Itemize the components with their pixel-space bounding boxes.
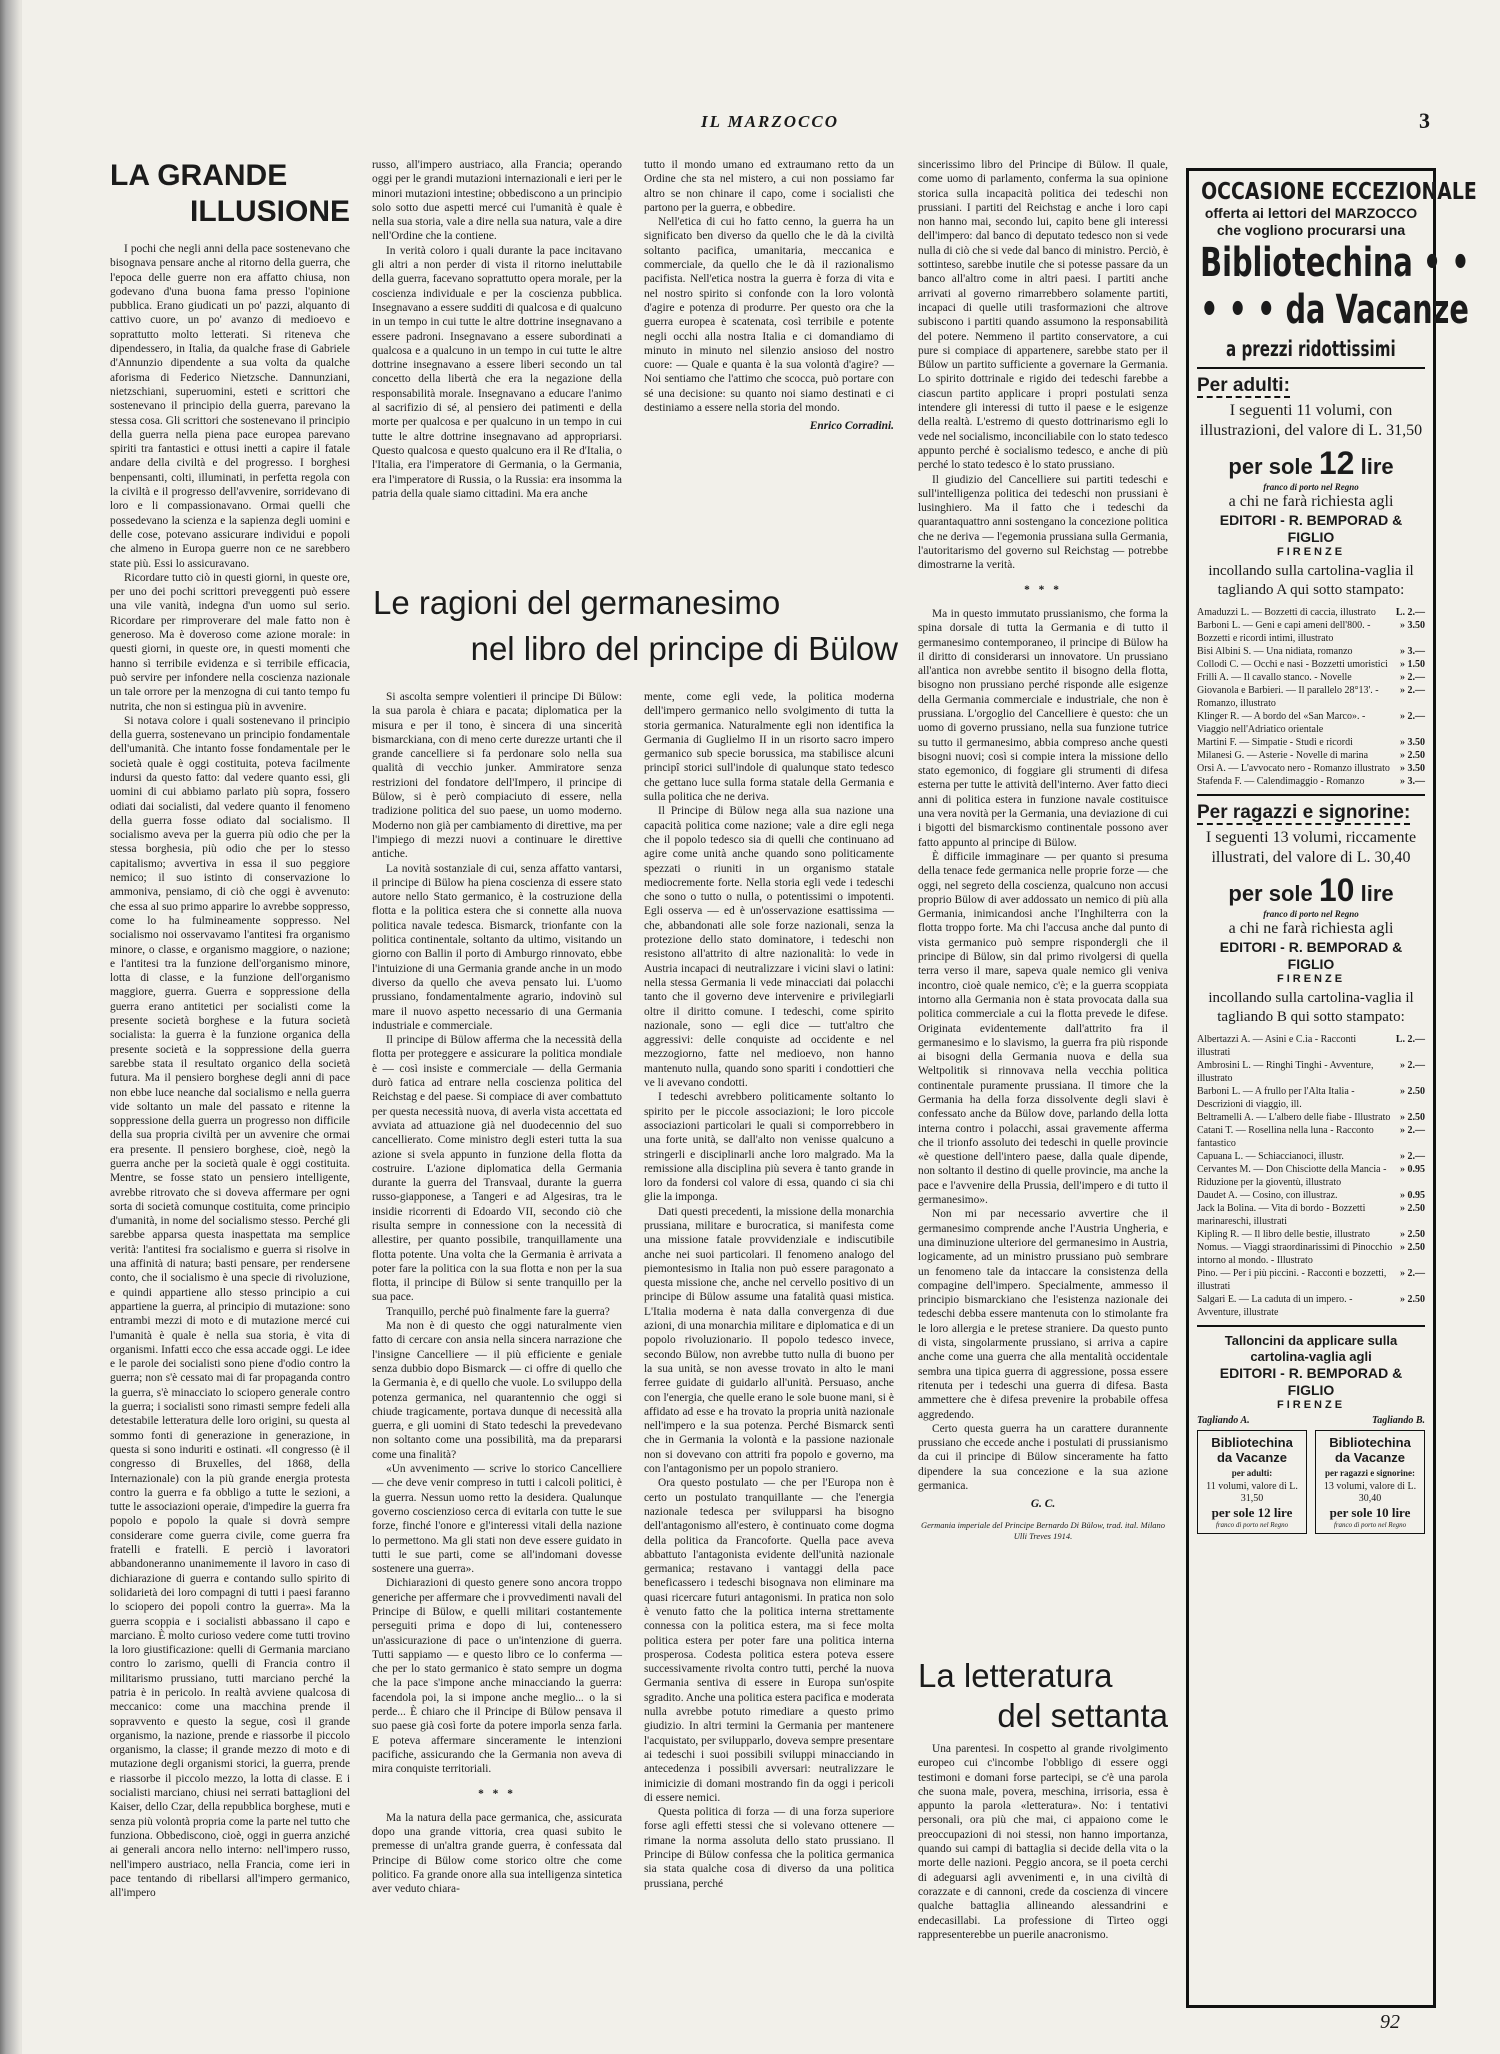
paragraph: Dati questi precedenti, la missione della monarchia prussiana, militare e burocratica, si manifesta come una missione fatale provvidenziale e indiscutibile anche nei suoi particolari. Il fenomeno analogo del piemontesismo in Italia non può essere paragonato a questa missione che, anche nel cervello positivo di un principe di Bülow assume una fatalità quasi mistica. L'Italia moderna è nata dalla convergenza di due azioni, di una monarchia militare e diplomatica e di un popolo rivoluzionario. Il popolo tedesco invece, secondo Bülow, non avrebbe tutto nulla di buono per la sua unità, se non avesse trovato in alto le mani ferree guidate di guidarlo all'unità. Persuaso, anche con l'energia, che quelle erano le sole buone mani, si è affidato ad esse e ha trovato la propria unità nazionale nell'impero e la sua potenza. Perché Bismarck sentì che in Germania la volontà e la passione nazionale non si dovevano con attriti fra popolo e governo, ma con l'antagonismo per un popolo straniero.: [644, 1205, 894, 1476]
list-item: [1197, 749, 1425, 762]
paragraph: Tranquillo, perché può finalmente fare la guerra?: [386, 1305, 610, 1318]
book-price: » 2.50: [1400, 1112, 1425, 1123]
advertisement-box: [1186, 168, 1477, 2008]
title-line-2: ILLUSIONE: [189, 195, 350, 228]
list-item: [1197, 606, 1425, 619]
signature-corradini: Enrico Corradini.: [809, 420, 894, 433]
coupon-labels: [1197, 1415, 1425, 1426]
paragraph: «Un avvenimento — scrive lo storico Cancelliere — che deve venir compreso in tutti i calcoli politici, è la guerra. Nessun uomo retto la desidera. Qualunque governo coscienzioso cerca di evitarla con tutte le sue forze, finché l'onore e gl'interessi vitali della nazione lo permettono. Ma gli stati non deve essere guidato in tutti le sue parti, come se all'indomani dovesse sostenere una guerra».: [372, 1463, 622, 1576]
paragraph: La novità sostanziale di cui, senza affatto vantarsi, il principe di Bülow ha piena coscienza di essere stato autore nello Stato germanico, è la costruzione della flotta e la politica estera che si connette alla nuova politica navale tedesca. Bismarck, trionfante con la politica continentale, soltanto da ultimo, visitando un giorno con Ballin il porto di Amburgo rinnovato, ebbe l'intuizione di una Germania grande anche in un modo diverso da quello che aveva pensato lui. L'uomo prussiano, fondamentalmente agrario, indovinò sul mare il nuovo aspetto necessario di una Germania industriale e commerciale.: [372, 862, 622, 1032]
book-price: » 1.50: [1400, 659, 1425, 670]
publisher-city: FIRENZE: [1276, 1399, 1346, 1411]
list-item: [1197, 1163, 1425, 1189]
book-title: Nomus. — Viaggi straordinarissimi di Pinocchio intorno al mondo. - Illustrato: [1197, 1242, 1393, 1266]
list-item: [1197, 1033, 1425, 1059]
list-item: [1197, 762, 1425, 775]
coupon-price: per sole 10 lire: [1329, 1505, 1411, 1520]
book-price: L. 2.—: [1395, 607, 1425, 618]
list-item: [1197, 1228, 1425, 1241]
book-title: Giovanola e Barbieri. — Il parallelo 28°13'. - Romanzo, illustrato: [1197, 685, 1379, 709]
list-item: [1197, 1202, 1425, 1228]
adults-intro: I seguenti 11 volumi, con illustrazioni, del valore di L. 31,50: [1199, 402, 1423, 439]
paragraph: Certo questa guerra ha un carattere durannente prussiano che eccede anche i postulati di prussianismo da cui il principe di Bülow sinceramente ha fatto dipendere la sua concezione e la sua azione germanica.: [918, 1422, 1168, 1493]
divider: [1197, 367, 1425, 369]
book-price: » 3.50: [1400, 620, 1425, 631]
column-3-top: [644, 158, 894, 573]
paragraph: Si notava colore i quali sostenevano il principio della guerra, sostenevano un principio fondamentale dell'umanità. Che intanto fosse fondamentale per le società quale è oggi costituita, poteva facilmente indursi da questo fatto: dal vedere quanto essi, gli uomini di cui abbiamo parlato più sopra, fossero odiati dai socialisti, dal vedere quanto il fenomeno della guerra fosse odiato dal socialismo. Il socialismo aveva per la guerra più odio che per la stessa borghesia, più odio che per lo stesso capitalismo; avvertiva in essa il suo peggiore nemico; il suo istinto di conservazione lo ammoniva, pensiamo, di ciò che oggi è avvenuto: che essa al suo primo apparire lo avrebbe soppresso, come lo ha fulmineamente soppresso. Nel socialismo noi osservavamo l'antitesi fra organismo minore, o classe, e organismo maggiore, o nazione; e l'antitesi tra la funzione dell'organismo minore, lotta di classe, e la funzione dell'organismo maggiore, guerra. Guerra e soppressione della guerra erano antitetici per socialisti come la presente società borghese e la futura società socialista: la guerra è la funzione organica della presente società e la soppressione della guerra sarebbe stata il resultato organico della società futura. Ma il pensiero borghese degli anni di pace non ebbe luce neanche dal socialismo e nella guerra vide soltanto un male del passato e ritenne la soppressione della guerra un progresso non difficile della sua propria civiltà per un avvenire che ormai era presente. Il pensiero borghese, cioè, negò la guerra anche per la società quale è oggi costituita. Mentre, se fosse stato un pensiero intelligente, avrebbe ritrovato che si doveva affermare per ogni sorta di società comunque costituita, come principio d'umanità, in nome del socialismo stesso. Perché gli sarebbe apparsa questa inaspettata ma semplice verità: l'antitesi fra socialismo e guerra si risolve in una affinità di natura; basti pensare, per rendersene conto, che il socialismo è una specie di rivoluzione, e quindi appartiene allo stesso principio a cui appartiene la guerra, al principio di mutazione: sono entrambi mezzi di moto e di mutazione mercé cui l'umanità è quale è nella sua storia, è vita di organismi. Infatti ecco che essa accade oggi. Le idee e le parole dei socialisti sono piene d'odio contro la guerra; non s'è cessato mai di far propaganda contro la guerra, s'è minacciato lo sciopero generale contro la guerra; i socialisti sono rimasti sempre fedeli alla detestabile letteratura delle loro origini, su questa al sommo fonti di generazione in generazione, in questa si sono induriti e ostinati. «Il congresso (è il congresso di Bruxelles, del 1868, della Internazionale) con la più grande energia protesta contro la guerra e fa obbligo a tutte le sezioni, a tutte le associazioni operaie, d'impedire la guerra fra popolo e popolo la quale si dovrà sempre considerare come guerra civile, come guerra fra fratelli e fratelli. E perciò i lavoratori abbandoneranno unanimemente il lavoro in caso di dichiarazione di guerra e contando sullo spirito di solidarietà dei loro compagni di tutti i paesi faranno lo sciopero dei popoli contro la guerra». Ma la guerra scoppia e i socialisti abbassano il capo e marciano. È molto curioso vedere come tutti trovino la loro giustificazione: quelli di Germania marciano contro lo zarismo, quelli di Francia contro il militarismo prussiano, tutti marciano perché la patria è in pericolo. In realtà avviene qualcosa di meccanico: come una macchina prende il sopravvento e questo la segue, così il grande organismo, la nazione, prende e riassorbe il piccolo organismo, la classe; il grande mezzo di moto e di mutazione degli organismi storici, la guerra, prende e riassorbe il piccolo mezzo, la lotta di classe. E i socialisti marciano, chiusi nei serrati battaglioni del Kaiser, dello Czar, della repubblica borghese, muti e senza più volontà propria come la parte nel tutto che funziona. Obbediscono, cioè, oggi in guerra anziché ai generali ancora nello interno: nell'impero russo, nell'impero austriaco, nella Francia, come ieri in pace tentando di ribellarsi all'impero germanico, all'impero: [110, 714, 350, 1900]
title-line-2: del settanta: [997, 1697, 1168, 1734]
book-title: Milanesi G. — Asterie - Novelle di marina: [1197, 750, 1369, 761]
coupon-volumes: 13 volumi, valore di L. 30,40: [1323, 1481, 1417, 1504]
kids-intro: I seguenti 13 volumi, riccamente illustrati, del valore di L. 30,40: [1205, 829, 1417, 866]
section-heading-kids: [1197, 802, 1425, 824]
publisher-city: FIRENZE: [1276, 973, 1346, 985]
list-item: [1197, 736, 1425, 749]
paragraph: Il giudizio del Cancelliere sui partiti tedeschi e sull'intelligenza politica dei tedeschi non prussiani è lusinghiero. Ma il fatto che i tedeschi da quarantaquattro anni sostengano la concezione politica che ne deriva — l'egemonia prussiana sulla Germania, l'autoritarismo del governo sul Reichstag — potrebbe dimostrarne la verità.: [918, 473, 1168, 572]
book-title: Klinger R. — A bordo del «San Marco». - Viaggio nell'Adriatico orientale: [1197, 711, 1366, 735]
masthead: [110, 108, 1430, 138]
column-3-bottom: [644, 690, 894, 2020]
publisher: EDITORI - R. BEMPORAD & FIGLIO: [1219, 1365, 1403, 1398]
book-title: Ambrosini L. — Ringhi Tinghi - Avventure, illustrato: [1197, 1060, 1374, 1084]
kids-price: [1197, 872, 1425, 909]
paragraph: I tedeschi avrebbero politicamente soltanto lo spirito per le piccole associazioni; le loro piccole associazioni particolari le quali si comporrebbero in una forte unità, se dall'alto non venisse qualcuno a stringerli e disciplinarli anche loro malgrado. Ma la remissione alla disciplina più severa è tanto grande in loro da fondersi col valore di essa, quando ci sia chi glie la imponga.: [644, 1091, 894, 1204]
list-item: [1197, 619, 1425, 645]
publisher: EDITORI - R. BEMPORAD & FIGLIO: [1219, 512, 1403, 545]
publisher-city: FIRENZE: [1276, 546, 1346, 558]
list-item: [1197, 658, 1425, 671]
list-item: [1197, 1189, 1425, 1202]
article-title-germanesimo: [373, 580, 898, 672]
title-line-1: LA GRANDE: [110, 159, 288, 192]
book-price: » 2.50: [1400, 1229, 1425, 1240]
banner-text: a prezzi ridottissimi: [1226, 337, 1396, 361]
ad-price-banner: [1197, 337, 1425, 361]
paragraph: Il principe di Bülow afferma che la necessità della flotta per proteggere e assicurare la politica mondiale è — così insiste e commerciale — della Germania durò fatica ad entrare nella coscienza politica del Reichstag e del paese. Si compiace di aver combattuto per questa necessità nuova, di averla vista accettata ed avviata ad attuazione già nel duodecennio del suo cancellierato. Come ministro degli esteri tutta la sua azione si svela appunto in funzione della flotta da costruire. L'azione diplomatica della Germania durante la guerra del Transvaal, durante la guerra russo-giapponese, a Tangeri e ad Algesiras, tra le insidie ricorrenti di Edoardo VII, secondo ciò che risulta sempre in connessione con la necessità di allestire, per quanto possibile, tranquillamente una flotta potente. Una volta che la Germania è arrivata a poter fare la politica con la sua flotta e non per la sua flotta, il principe di Bülow si sente tranquillo per la sua pace.: [372, 1034, 622, 1304]
book-price: » 2.—: [1400, 1125, 1425, 1136]
list-item: [1197, 684, 1425, 710]
paragraph: In verità coloro i quali durante la pace incitavano gli altri a non perder di vista il ritorno ineluttabile della guerra, facevano soprattutto opera morale, per la coscienza individuale e per la coscienza pubblica. Insegnavano a essere sudditi di qualcosa e di qualcuno in un tempo in cui tutte le altre dottrine insegnavano a essere padroni. Insegnavano a essere subordinati a qualcosa e a qualcuno in un tempo in cui tutte le altre dottrine insegnavano a essere liberi secondo un tal concetto della libertà che era la negazione della responsabilità morale. Insegnavano a educare l'animo al sacrifizio di sé, al pensiero dei patimenti e della morte per qualcosa e per qualcuno in un tempo in cui tutte le altre dottrine insegnavano ad appropriarsi. Questo qualcosa e questo qualcuno era il Re d'Italia, o l'Italia, era l'imperatore di Germania, o la Germania, era l'imperatore di Russia, o la Russia: era insomma la patria della quale siamo cittadini. Ma era anche: [372, 244, 622, 500]
coupon-postage: franco di porto nel Regno: [1215, 1521, 1289, 1529]
ad-subline: offerta ai lettori del MARZOCCO: [1204, 205, 1418, 221]
paragraph: tutto il mondo umano ed extraumano retto da un Ordine che sta nel mistero, a cui non possiamo far altro se non chinare il capo, come i socialisti che partono per la guerra, e obbedire.: [644, 159, 894, 214]
paragraph: Dichiarazioni di questo genere sono ancora troppo generiche per affermare che i provvedimenti navali del Principe di Bülow, e quelli militari costantemente perseguiti prima e dopo di lui, contenessero un'assicurazione di pace o un'intenzione di guerra. Tutti sappiamo — e questo libro ce lo conferma — che per lo stato germanico è stato sempre un dogma che la pace s'impone anche minacciando la guerra: facendola poi, la si impone anche meglio... o la si perde... È chiaro che il Principe di Bülow pensava il suo paese già così forte da potere imporla senza farla. E poteva affermare sinceramente le intenzioni pacifiche, assicurando che la Germania non aveva di mira conquiste territoriali.: [372, 1577, 622, 1776]
article-title-grande-illusione: [110, 158, 350, 230]
book-price: » 2.—: [1400, 1151, 1425, 1162]
send-to: a chi ne farà richiesta agli: [1228, 920, 1394, 937]
section-divider: * * *: [1024, 583, 1062, 596]
handwritten-page-number: 92: [1380, 2011, 1400, 2033]
book-title: Frilli A. — Il cavallo stanco. - Novelle: [1197, 672, 1352, 683]
kids-book-list: [1197, 1033, 1425, 1319]
send-to: a chi ne farà richiesta agli: [1228, 493, 1394, 510]
book-title: Martini F. — Simpatie - Studi e ricordi: [1197, 737, 1353, 748]
book-price: » 2.50: [1400, 1242, 1425, 1253]
ad-headline: OCCASIONE ECCEZIONALE: [1201, 179, 1477, 205]
price-post: lire: [1360, 454, 1394, 479]
page-number-top: 3: [1419, 108, 1430, 133]
coupon-volumes: 11 volumi, valore di L. 31,50: [1206, 1481, 1298, 1504]
price-pre: per sole: [1228, 881, 1313, 906]
book-title: Bisi Albini S. — Una nidiata, romanzo: [1197, 646, 1353, 657]
book-title: Barboni L. — A frullo per l'Alta Italia - Descrizioni di viaggio, ill.: [1197, 1086, 1355, 1110]
list-item: [1197, 1150, 1425, 1163]
book-price: » 3.50: [1400, 737, 1425, 748]
list-item: [1197, 1111, 1425, 1124]
book-price: » 3.50: [1400, 763, 1425, 774]
paragraph: Una parentesi. In cospetto al grande rivolgimento europeo cui c'incombe l'obbligo di essere oggi testimoni e domani forse partecipi, se c'è una parola che suona male, povera, meschina, irrisoria, essa è appunto la parola «letteratura». No: i tentativi personali, ora più che mai, ci appaiono come le preoccupazioni di noi stessi, non hanno importanza, quando sui campi di battaglia si decide della vita o la morte delle nazioni. Peggio ancora, se il poeta cerchi di adeguarsi agli avvenimenti e, in una civiltà di corazzate e di cannoni, crede da coscienza di vincere qualche battaglia allineando alessandrini e endecasillabi. La professione di Tirteo oggi rappresenterebbe un puerile anacronismo.: [918, 1743, 1168, 1941]
book-title: Albertazzi A. — Asini e C.ia - Racconti illustrati: [1197, 1034, 1357, 1058]
article-title-letteratura: [918, 1656, 1168, 1736]
scan-edge: [0, 0, 22, 2054]
list-item: [1197, 1293, 1425, 1319]
coupon-b[interactable]: [1315, 1430, 1425, 1534]
section-divider: * * *: [478, 1787, 516, 1800]
coupon-postage: franco di porto nel Regno: [1333, 1521, 1407, 1529]
book-title: Kipling R. — Il libro delle bestie, illustrato: [1197, 1229, 1371, 1240]
paragraph: Ma la natura della pace germanica, che, assicurata dopo una grande vittoria, crea quasi subito le premesse di un'altra grande guerra, è confessata dal Principe di Bülow come storico oltre che come politico. Fa grande onore alla sua intelligenza sintetica aver veduto chiara-: [372, 1811, 622, 1896]
coupon-title: da Vacanze: [1334, 1450, 1406, 1465]
book-price: L. 2.—: [1395, 1034, 1425, 1045]
book-price: » 3.—: [1400, 776, 1425, 787]
paragraph: Ma in questo immutato prussianismo, che forma la spina dorsale di tutta la Germania e di tutto il germanesimo contemporaneo, il principe di Bülow ha il diritto di considerarsi un innovatore. Un prussiano all'antica non avrebbe sentito il bisogno della flotta, bisogno non prussiano perché risponde alle esigenze della Germania commerciale e industriale, che non è prussiana. L'orgoglio del Cancelliere è questo: che un uomo di governo prussiano, nella sua funzione tutrice su tutto il germanesimo, abbia compreso anche questi bisogni nuovi; così si compie intera la missione dello stato egemonico, di foggiare gli strumenti di difesa esterna per tutte le attività dell'interno. Aver fatto dieci anni di politica estera in funzione navale costituisce una vera novità per la Germania, una deviazione di cui i bigotti del bismarckismo continentale possono aver fatto appunto al principe di Bülow.: [918, 607, 1168, 849]
paragraph: mente, come egli vede, la politica moderna dell'impero germanico nello svolgimento di tutta la storia germanica. Naturalmente egli non identifica la Germania di Guglielmo II in un risorto sacro impero germanico sub specie borussica, ma stabilisce alcuni principî storici sull'indole di qualunque stato tedesco che gettano luce sulla forma statale della Germania e sulla politica che ne deriva.: [644, 691, 894, 804]
paragraph: Ricordare tutto ciò in questi giorni, in queste ore, per uno dei pochi scrittori preveggenti può essere una vile vanità, indegna d'un uomo sul serio. Ricordare per rimproverare del male fatto non è generoso. Ma è doveroso come azione morale: in questi giorni, in queste ore, in questi momenti che hanno sì terribile evidenza e sì terribile efficacia, può servire per infondere nella coscienza nazionale un tale orrore per la menzogna di cui tanto tempo fu nutrita, che non si estingua più in avvenire.: [110, 571, 350, 713]
book-title: Beltramelli A. — L'albero delle fiabe - Illustrato: [1197, 1112, 1391, 1123]
list-item: [1197, 1124, 1425, 1150]
book-title: Barboni L. — Geni e capi ameni dell'800. - Bozzetti e ricordi intimi, illustrato: [1197, 620, 1371, 644]
coupon-title: da Vacanze: [1216, 1450, 1288, 1465]
column-2-top: [372, 158, 622, 573]
book-price: » 2.—: [1400, 711, 1425, 722]
book-title: Orsi A. — L'avvocato nero - Romanzo illustrato: [1197, 763, 1390, 774]
ad-dots: • •: [1422, 240, 1470, 286]
coupon-title: Bibliotechina: [1329, 1435, 1411, 1450]
title-line-2: nel libro del principe di Bülow: [470, 630, 898, 667]
coupon-a-label: Tagliando A.: [1197, 1415, 1250, 1426]
coupon-b-label: Tagliando B.: [1372, 1415, 1425, 1426]
paragraph: I pochi che negli anni della pace sostenevano che bisognava pensare anche al ritorno della guerra, che l'epoca delle guerre non era affatto chiusa, non godevano d'una buona fama presso l'opinione pubblica. Erano giudicati un po' pazzi, alquanto di cattivo cuore, un po' avanzo di medioevo e soprattutto molto letterati. Si riteneva che dipendessero, in Italia, da qualche frase di Gabriele d'Annunzio dipendente a sua volta da qualche aforisma di Federico Nietzsche. Dannunziani, nietzschiani, superuomini, esteti e scrittori che sostenevano il principio della guerra, parevano la stessa cosa. Gli scrittori che sostenevano il principio della guerra nella piena pace europea parevano spiriti tra fantastici e ottusi inetti a capire il fatale andare della civiltà e del progresso. I borghesi benpensanti, colti, illuminati, in perfetta regola con la civiltà e il progresso dell'avvenire, sorridevano di loro e li compassionavano. Ormai quelli che possedevano la scienza e la sapienza degli uomini e delle cose, potevano assicurare individui e popoli che almeno in Europa guerre non ce ne sarebbero state più. Essi lo assicuravano.: [110, 243, 350, 570]
ad-subline: che vogliono procurarsi una: [1216, 222, 1406, 238]
coupons: [1197, 1430, 1425, 1534]
paragraph: Non mi par necessario avvertire che il germanesimo comprende anche l'Austria Ungheria, e una diminuzione ulteriore del germanesimo in Austria, logicamente, ad un ministro prussiano può sembrare un fenomeno tale da intaccare la consistenza della compagine dell'impero. Specialmente, ammesso il principio bismarckiano che l'esistenza nazionale dei tedeschi debba essere mantenuta con lo stimolante fra le loro allergia e le pretese straniere. Da questo punto di vista, singolarmente prussiano, si arriva a capire anche come una guerra che alla mentalità occidentale sembra una tipica guerra di aggressione, possa essere ritenuta per i tedeschi una guerra di difesa. Basta ammettere che è difesa prevenire la probabile offesa aggredendo.: [918, 1208, 1168, 1421]
list-item: [1197, 1059, 1425, 1085]
column-1: [110, 158, 350, 2018]
footnote: Germania imperiale del Principe Bernardo Di Bülow, trad. ital. Milano Ulli Treves 1914.: [920, 1519, 1166, 1541]
section-heading-text: Per ragazzi e signorine:: [1197, 802, 1411, 823]
coupon-audience: per ragazzi e signorine:: [1324, 1468, 1416, 1478]
book-title: Jack la Bolina. — Vita di bordo - Bozzetti marinareschi, illustrati: [1197, 1203, 1366, 1227]
title-line-1: La letteratura: [918, 1657, 1113, 1694]
price-number: 10: [1318, 872, 1355, 908]
instruction-b: incollando sulla cartolina-vaglia il tagliando B qui sotto stampato:: [1208, 990, 1414, 1025]
list-item: [1197, 775, 1425, 788]
book-price: » 0.95: [1400, 1190, 1425, 1201]
book-price: » 2.—: [1400, 672, 1425, 683]
coupon-a[interactable]: [1197, 1430, 1307, 1534]
title-line-1: Le ragioni del germanesimo: [373, 584, 781, 621]
paragraph: Nell'etica di cui ho fatto cenno, la guerra ha un significato ben diverso da quello che le dà la civiltà soltanto pacifica, umanitaria, meccanica e commerciale, da quello che le dà il razionalismo pacifista. Nell'etica nostra la guerra è forza di vita e nel nostro spirito si confonde con la loro volontà d'agire e potenza di produrre. Per questo ora che la guerra europea è scatenata, così terribile e potente negli occhi alla nostra Italia e ci domandiamo di minuto in minuto nel silenzio ansioso del nostro cuore: — Quale e quanta è la sua volontà d'agire? — Noi sentiamo che l'attimo che scocca, può portare con sé una decisione: su quanto noi siamo destinati e ci destiniamo a essere nella storia del mondo.: [644, 216, 894, 415]
price-post: lire: [1360, 881, 1394, 906]
article-letteratura: [918, 1650, 1168, 2000]
book-title: Daudet A. — Cosino, con illustraz.: [1197, 1190, 1338, 1201]
book-title: Salgari E. — La caduta di un impero. - Avventure, illustrate: [1197, 1294, 1353, 1318]
postage-note: franco di porto nel Regno: [1263, 909, 1359, 919]
book-price: » 2.50: [1400, 1203, 1425, 1214]
list-item: [1197, 710, 1425, 736]
ad-big-word: da Vacanze: [1285, 287, 1469, 333]
adults-price: [1197, 445, 1425, 482]
coupon-price: per sole 12 lire: [1211, 1505, 1293, 1520]
book-price: » 3.—: [1400, 646, 1425, 657]
paragraph: russo, all'impero austriaco, alla Francia; operando oggi per le grandi mutazioni internazionali e ieri per le minori mutazioni intestine; obbediscono a un principio solo sotto due aspetti mercé cui l'umanità è quale è nella sua storia, vale a dire nella sua natura, vale a dire nell'Ordine che la contiene.: [372, 159, 622, 243]
section-heading-adults: [1197, 375, 1425, 397]
book-title: Pino. — Per i più piccini. - Racconti e bozzetti, illustrati: [1197, 1268, 1387, 1292]
paragraph: sincerissimo libro del Principe di Bülow. Il quale, come uomo di parlamento, conferma la sua opinione storica sulla incapacità politica dei tedeschi non prussiani. I partiti del Reichstag e anche i loro capi non hanno mai, secondo lui, capito bene gli interessi dell'impero: dal banco di deputato tedesco non si vede nulla di ciò che si vede dal banco di ministro. Perciò, è sottinteso, sarebbe inutile che si potesse passare da un banco all'altro come in altri paesi. I partiti anche arrivati al governo rimarrebbero solamente partiti, incapaci di quelle utili trasformazioni che altrove subiscono i partiti quando assumono la responsabilità del potere. Nemmeno il partito conservatore, a cui pure si compiace di appartenere, sarebbe stato per il Bülow un partito sufficiente a governare la Germania. Lo spirito dottrinale e rigido dei tedeschi farebbe a ciascun partito applicare i propri postulati senza intendere gli interessi di tutto il paese e le esigenze della realtà. L'estremo di questo dottrinarismo egli lo vede nel socialismo, inconciliabile con lo stato tedesco appunto perché è socialismo tedesco, e anche di più perché lo stato tedesco è lo stato prussiano.: [918, 159, 1168, 472]
price-number: 12: [1318, 445, 1355, 481]
section-heading-text: Per adulti:: [1197, 375, 1290, 396]
paragraph: Ma non è di questo che oggi naturalmente vien fatto di cercare con ansia nella sincera narrazione che l'insigne Cancelliere — il più efficiente e geniale senza dubbio dopo Bismarck — ci offre di quello che la Germania è, e di quello che vuole. Lo sviluppo della potenza germanica, nel quarantennio che oggi si chiude tragicamente, portava dunque di necessità alla guerra, e gli uomini di Stato tedeschi la prevedevano non soltanto come una possibilità, ma da prepararsi come una finalità?: [372, 1320, 622, 1461]
book-title: Amaduzzi L. — Bozzetti di caccia, illustrato: [1197, 607, 1376, 618]
paragraph: Questa politica di forza — di una forza superiore forse agli effetti stessi che si volevano ottenere — rimane la norma assoluta dello stato prussiano. Il Principe di Bülow confessa che la politica germanica sia stata qualche cosa di diverso da una politica prussiana, perché: [644, 1806, 894, 1890]
book-price: » 2.—: [1400, 1268, 1425, 1279]
list-item: [1197, 1085, 1425, 1111]
column-2-bottom: [372, 690, 622, 2020]
coupon-audience: per adulti:: [1231, 1468, 1273, 1478]
publisher: EDITORI - R. BEMPORAD & FIGLIO: [1219, 939, 1403, 972]
list-item: [1197, 1267, 1425, 1293]
paragraph: È difficile immaginare — per quanto si presuma della tenace fede germanica nelle proprie forze — che oggi, nel segreto della coscienza, qualcuno non accusi proprio Bülow di aver addossato un nemico di più alla Germania, inimicandosi anche l'Inghilterra con la flotta troppo forte. Ma chi l'accusa anche dal punto di vista germanico può sempre rispondergli che il principe di Bülow, sin dal primo rivolgersi di quella terra verso il mare, sapeva quale nemico gli veniva incontro, cioè quale nemico, c'è; e la guerra scoppiata intorno alla Germania non è stata provocata dalla sua politica commerciale a cui la flotta prevede le difese. Originata evidentemente dall'attrito fra il germanesimo e lo slavismo, la guerra fra più risponde ai bisogni della Germania nuova e della sua Weltpolitik si rinnovava nella vecchia politica continentale puramente prussiana. Il timore che la Germania ha della forza dissolvente degli slavi è confessato anche da Bülow dove, parlando della lotta interna contro i polacchi, assai gravemente afferma che il trionfo assoluto dei tedeschi in quelle provincie «è questione dell'intero paese, dalla quale dipende, non soltanto il destino di quelle provincie, ma anche la pace e l'avvenire della Prussia, dell'impero e di tutto il germanesimo».: [918, 850, 1168, 1207]
newspaper-title: IL MARZOCCO: [700, 112, 840, 131]
paragraph: Il Principe di Bülow nega alla sua nazione una capacità politica come nazione; vale a dire egli nega che il popolo tedesco sia di quelli che continuano ad agire come unità anche quando sono politicamente spezzati o riuniti in un organismo statale mediocremente forte. Nella storia egli vede i tedeschi che sono o tutto o nulla, o potentissimi o impotenti. Egli osserva — ed è un'osservazione esattissima — che, abbandonati alle sole forze nazionali, senza la protezione dello stato dominatore, i tedeschi non resistono all'attrito di altre nazionalità: lo vede in Austria incapaci di neutralizzare i vicini slavi o latini: nella stessa Germania li vede minacciati dai polacchi tanto che il governo deve intervenire e privilegiarli oltre il diritto comune. I tedeschi, come spirito nazionale, sono — egli dice — tutt'altro che aggressivi: delle conquiste ad occidente e nel mezzogiorno, fatte nel medioevo, non hanno mantenuto nulla, quando sono spariti i condottieri che ve li avevano condotti.: [644, 805, 894, 1090]
book-price: » 0.95: [1400, 1164, 1425, 1175]
book-title: Collodi C. — Occhi e nasi - Bozzetti umoristici: [1197, 659, 1388, 670]
list-item: [1197, 1241, 1425, 1267]
book-price: » 2.—: [1400, 685, 1425, 696]
instruction-a: incollando sulla cartolina-vaglia il tagliando A qui sotto stampato:: [1208, 563, 1414, 598]
price-pre: per sole: [1228, 454, 1313, 479]
paragraph: Si ascolta sempre volentieri il principe Di Bülow: la sua parola è chiara e pacata; diplomatica per la misura e per il tono, è sincera di una sincerità bismarckiana, con di meno certe durezze urtanti che il grande cancelliere si fa perdonare solo nella sua qualità di vecchio junker. Ammiratore senza restrizioni del fondatore dell'Impero, il principe di Bülow, si è però compiaciuto di essere, nella tradizione politica del suo paese, un uomo moderno. Moderno non già per cambiamento di direttive, ma per l'impiego di mezzi nuovi a continuare le direttive antiche.: [372, 691, 622, 861]
postage-note: franco di porto nel Regno: [1263, 482, 1359, 492]
divider: [1197, 1325, 1425, 1327]
column-4: [918, 158, 1168, 1613]
coupon-title: Bibliotechina: [1211, 1435, 1293, 1450]
book-title: Capuana L. — Schiaccianoci, illustr.: [1197, 1151, 1344, 1162]
list-item: [1197, 645, 1425, 658]
list-item: [1197, 671, 1425, 684]
book-price: » 2.50: [1400, 1294, 1425, 1305]
book-title: Cervantes M. — Don Chisciotte della Mancia - Riduzione per la gioventù, illustrato: [1197, 1164, 1387, 1188]
book-title: Catani T. — Rosellina nella luna - Racconto fantastico: [1197, 1125, 1374, 1149]
adults-book-list: [1197, 606, 1425, 788]
paragraph: Ora questo postulato — che per l'Europa non è certo un postulato tranquillante — che l'energia nazionale tedesca per svilupparsi ha bisogno dell'antagonismo all'estero, è continuato come dogma della politica da Francoforte. Quella pace aveva abbattuto l'antagonista evidente dell'unità nazionale germanica; restavano i vantaggi della pace beneficassero i tedeschi bisognava non eliminare ma quasi ricercare futuri antagonismi. In pratica non solo è venuto fatto che la politica interna strettamente connessa con la politica estera, ma si fece molta politica estera per poter fare una politica interna prosperosa. Codesta politica estera poteva essere successivamente rivolta contro tutti, perché la nuova Germania sentiva di essere in Europa sun'ospite sgradito. Anche una politica estera pacifica e moderata nulla avrebbe potuto rimediare a questo primo giudizio. In altri termini la Germania per mantenere l'acquistato, per svilupparlo, doveva sempre presentare ai tedeschi i suoi possibili sviluppi minacciando in antecedenza i possibili avversari: neutralizzare le inimicizie di domani mostrando fin da oggi i pericoli di essere nemici.: [644, 1477, 894, 1804]
book-price: » 2.50: [1400, 750, 1425, 761]
coupons-heading: Talloncini da applicare sulla cartolina-vaglia agli: [1224, 1333, 1398, 1364]
ad-dots: • • •: [1200, 287, 1276, 333]
divider: [1197, 794, 1425, 796]
ad-big-title: [1200, 239, 1470, 287]
book-price: » 2.50: [1400, 1086, 1425, 1097]
book-title: Stafenda F. — Calendimaggio - Romanzo: [1197, 776, 1365, 787]
book-price: » 2.—: [1400, 1060, 1425, 1071]
ad-big-word: Bibliotechina: [1200, 240, 1413, 286]
signature-gc: G. C.: [1030, 1498, 1056, 1511]
ad-big-title: [1200, 287, 1469, 333]
